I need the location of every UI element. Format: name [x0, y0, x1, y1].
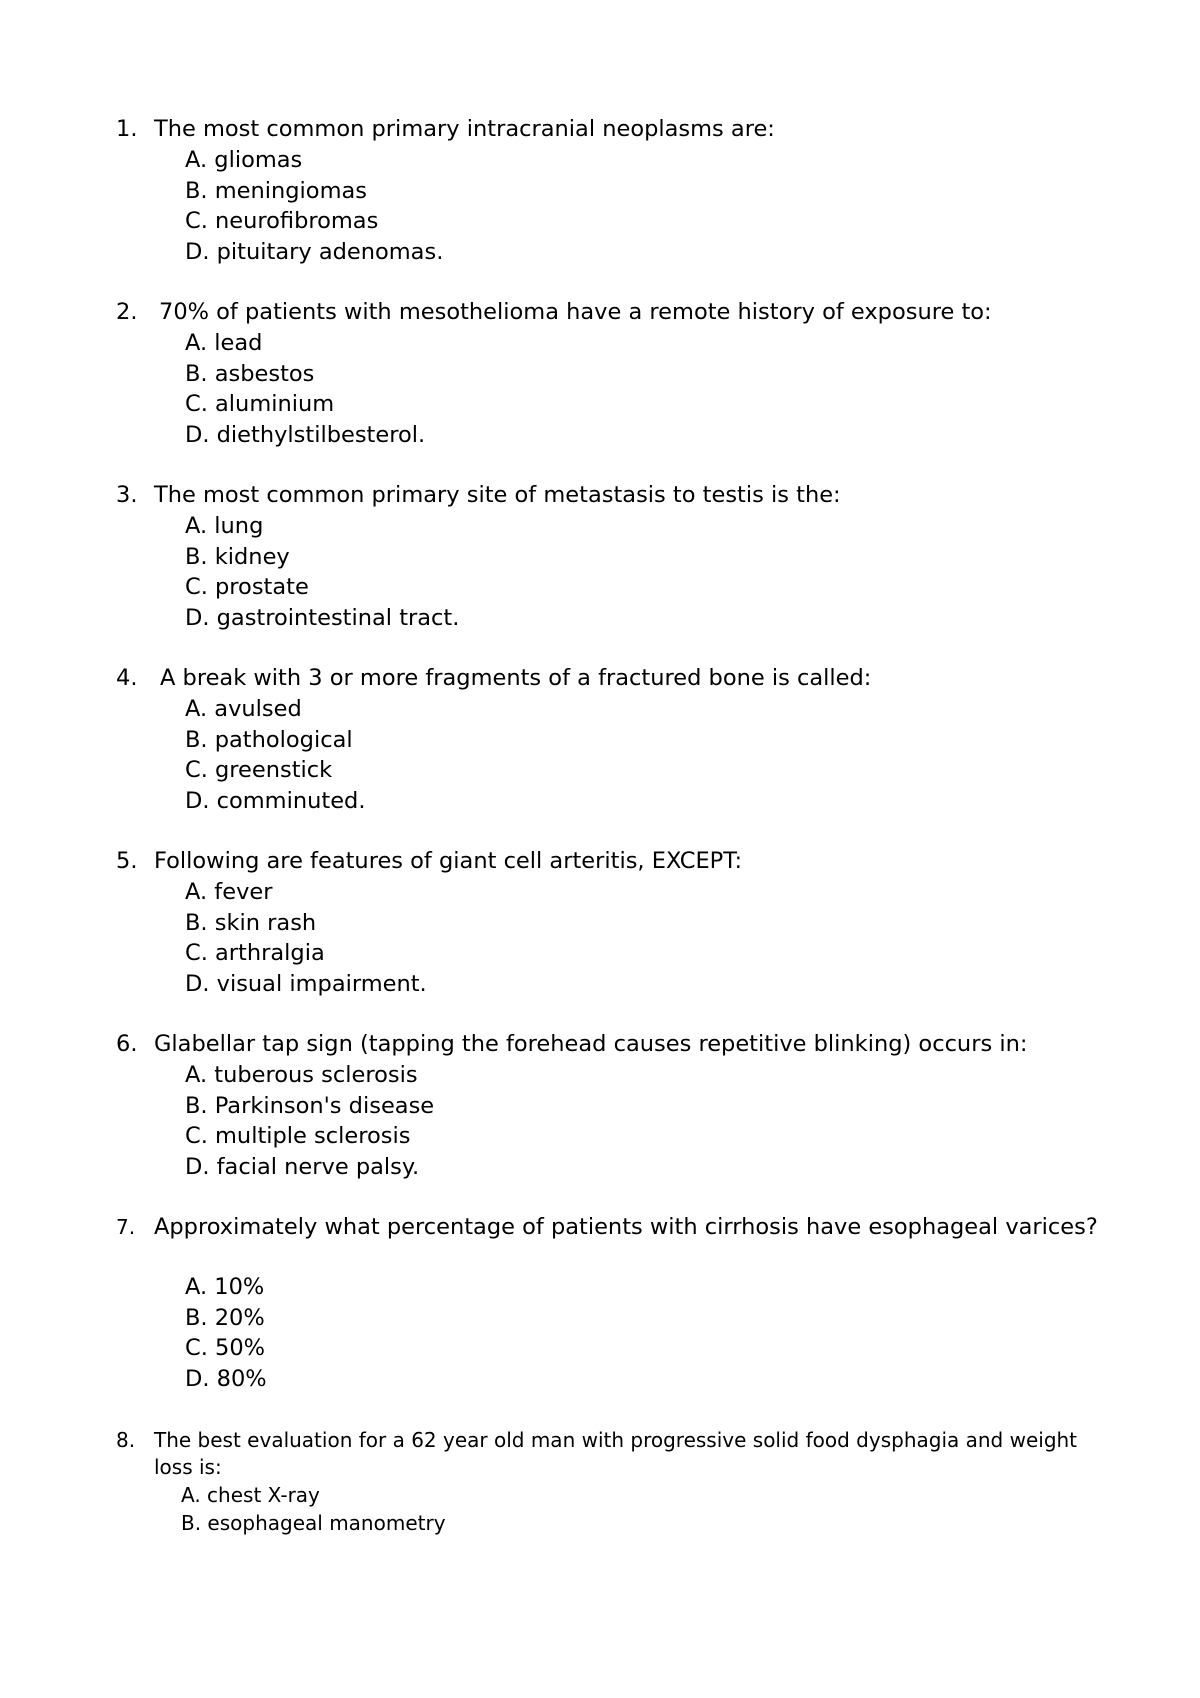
- option-d: D. gastrointestinal tract.: [185, 604, 460, 631]
- question-line: [0, 663, 1200, 694]
- option-a: A. lung: [185, 513, 264, 539]
- question-5: [0, 846, 1200, 999]
- question-text: Glabellar tap sign (tapping the forehead causes repetitive blinking) occurs in:: [154, 1031, 1028, 1057]
- question-number: 6.: [116, 1031, 138, 1057]
- question-number: 7.: [116, 1215, 136, 1239]
- answer-options: [0, 145, 1200, 267]
- option-d: D. pituitary adenomas.: [185, 238, 444, 265]
- question-number: 4.: [116, 665, 138, 691]
- question-text: Following are features of giant cell arteritis, EXCEPT:: [154, 848, 743, 874]
- option-c: C. 50%: [185, 1335, 266, 1361]
- option-a: A. tuberous sclerosis: [185, 1062, 418, 1088]
- question-number: 8.: [116, 1428, 136, 1452]
- answer-options: [0, 511, 1200, 633]
- question-text: 70% of patients with mesothelioma have a remote history of exposure to:: [159, 299, 992, 325]
- option-d: D. diethylstilbesterol.: [185, 421, 426, 448]
- question-text: The most common primary intracranial neoplasms are:: [154, 116, 775, 142]
- option-a: A. fever: [185, 879, 273, 905]
- option-b: B. meningiomas: [185, 177, 367, 204]
- question-number: 1.: [116, 116, 138, 142]
- question-number: 5.: [116, 848, 138, 874]
- answer-options: [0, 1272, 1200, 1394]
- option-c: C. aluminium: [185, 391, 335, 417]
- option-d: D. 80%: [185, 1365, 267, 1392]
- question-line: [0, 1029, 1200, 1060]
- question-line: [0, 114, 1200, 145]
- question-6: [0, 1029, 1200, 1182]
- question-line: [0, 297, 1200, 328]
- answer-options: [0, 694, 1200, 816]
- option-c: C. greenstick: [185, 757, 333, 783]
- option-c: C. multiple sclerosis: [185, 1123, 411, 1149]
- question-line: [0, 846, 1200, 877]
- answer-options: [0, 1481, 1200, 1537]
- option-a: A. gliomas: [185, 147, 303, 173]
- answer-options: [0, 1060, 1200, 1182]
- question-line: [0, 1427, 1200, 1481]
- option-b: B. pathological: [185, 726, 353, 753]
- option-c: C. arthralgia: [185, 940, 325, 966]
- question-text: A break with 3 or more fragments of a fractured bone is called:: [160, 665, 872, 691]
- option-d: D. visual impairment.: [185, 970, 427, 997]
- option-b: B. Parkinson's disease: [185, 1092, 435, 1119]
- question-text: Approximately what percentage of patients with cirrhosis have esophageal varices?: [154, 1214, 1098, 1240]
- question-4: [0, 663, 1200, 816]
- option-b: B. 20%: [185, 1304, 265, 1331]
- question-number: 2.: [116, 299, 138, 325]
- answer-options: [0, 877, 1200, 999]
- question-1: [0, 114, 1200, 267]
- question-text: The most common primary site of metastasis to testis is the:: [154, 482, 841, 508]
- question-7: [0, 1212, 1200, 1394]
- answer-options: [0, 328, 1200, 450]
- question-line: [0, 1212, 1200, 1272]
- option-d: D. facial nerve palsy.: [185, 1153, 420, 1180]
- option-d: D. comminuted.: [185, 787, 366, 814]
- question-number: 3.: [116, 482, 138, 508]
- option-a: A. chest X-ray: [181, 1483, 320, 1507]
- option-c: C. neurofibromas: [185, 208, 379, 234]
- question-text: The best evaluation for a 62 year old man with progressive solid food dysphagia and weight loss is:: [154, 1428, 1078, 1479]
- option-a: A. lead: [185, 330, 263, 356]
- question-3: [0, 480, 1200, 633]
- question-line: [0, 480, 1200, 511]
- option-a: A. 10%: [185, 1274, 265, 1300]
- option-b: B. kidney: [185, 543, 290, 570]
- option-b: B. asbestos: [185, 360, 315, 387]
- option-a: A. avulsed: [185, 696, 302, 722]
- question-8: [0, 1427, 1200, 1537]
- option-b: B. skin rash: [185, 909, 317, 936]
- question-2: [0, 297, 1200, 450]
- option-b: B. esophageal manometry: [181, 1511, 446, 1535]
- option-c: C. prostate: [185, 574, 309, 600]
